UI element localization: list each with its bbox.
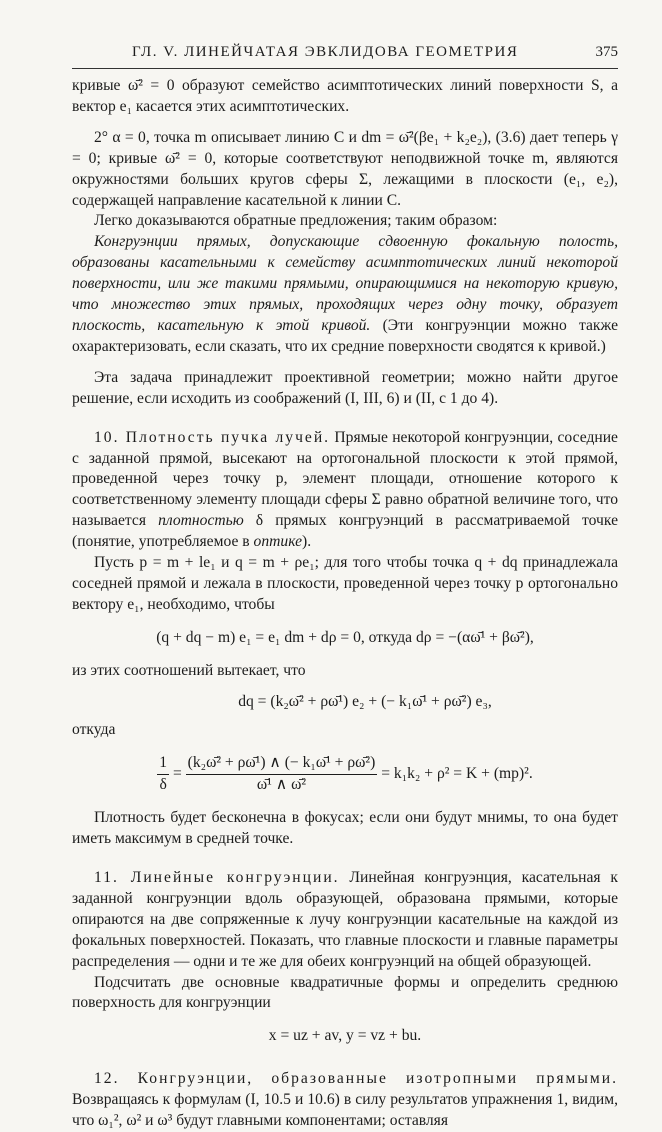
numerator: (k₂ω̄² + ρω̄¹) ∧ (− k₁ω̄¹ + ρω̄²)	[186, 753, 378, 775]
section-heading: 10. Плотность пучка лучей.	[94, 428, 331, 446]
numerator: 1	[157, 753, 169, 775]
formula: (q + dq − m) e₁ = e₁ dm + dρ = 0, откуда dρ = −(αω̄¹ + βω̄²),	[156, 628, 534, 646]
formula: dq = (k₂ω̄² + ρω̄¹) e₂ + (− k₁ω̄¹ + ρω̄²) e₃,	[238, 692, 492, 710]
paragraph: Подсчитать две основные квадратичные формы и определить среднюю поверхность для конгруэнции	[72, 973, 618, 1012]
paragraph: кривые ω̄² = 0 образуют семейство асимптотических линий поверхности S, а вектор e₁ касается этих асимптотических.	[72, 77, 618, 115]
running-title: ГЛ. V. ЛИНЕЙЧАТАЯ ЭВКЛИДОВА ГЕОМЕТРИЯ	[132, 44, 519, 60]
section-text: Возвращаясь к формулам (I, 10.5 и 10.6) в силу результатов упражнения 1, видим, что ω₁², ω² и ω³ будут главными компонентами; оставляя	[72, 1091, 618, 1130]
paragraph: Эта задача принадлежит проективной геометрии; можно найти другое решение, если исходить из соображений (I, III, 6) и (II, с 1 до 4).	[72, 368, 618, 407]
paragraph: Легко доказываются обратные предложения; таким образом:	[94, 212, 498, 230]
page-body	[72, 76, 618, 1132]
term: оптике	[253, 533, 303, 551]
section-text: Прямые некоторой конгруэнции, соседние с заданной прямой, высекают на ортогональной плоскости к этой прямой, проведенной через точку p, элемент площади, отношение которого к соответственному элементу площади сферы Σ равно обратной величине того, что называется	[72, 428, 618, 530]
section-text: δ прямых конгруэнций в рассматриваемой точке (понятие, употребляемое в	[72, 512, 619, 551]
theorem-remark: (Эти конгруэнции можно также охарактеризовать, если сказать, что их средние поверхности сводятся к кривой.)	[72, 316, 618, 355]
page-number: 375	[595, 44, 618, 60]
theorem-statement: Конгруэнции прямых, допускающие сдвоенную фокальную полость, образованы касательными к семейству асимптотических линий некоторой поверхности, или же такими прямыми, опирающимися на некоторую кривую, что множество этих прямых, проходящих через одну точку, образует плоскость, касательную к этой кривой.	[72, 233, 618, 334]
section-10	[72, 428, 618, 553]
formula: x = uz + av, y = vz + bu.	[268, 1027, 422, 1045]
formula-rhs: = k₁k₂ + ρ² = K + (mp)².	[381, 765, 533, 783]
theorem-paragraph	[72, 232, 618, 357]
fraction	[186, 753, 378, 796]
denominator: δ	[159, 776, 167, 794]
section-11	[72, 868, 618, 973]
fraction	[157, 753, 169, 796]
formula-density: $\frac{1}{\delta}$ = $\frac{\text{(k₂ω̄² + ρω̄¹) ∧ (− k₁ω̄¹ + ρω̄²)}}{\text{ω̄¹ ∧ ω̄²}}$ = k₁k₂ + ρ² = K + (mp)².	[72, 753, 618, 796]
term: плотностью	[158, 512, 244, 530]
paragraph: из этих соотношений вытекает, что	[72, 661, 306, 679]
section-heading: 12. Конгруэнции, образованные изотропными прямыми.	[94, 1070, 618, 1088]
running-header	[72, 40, 618, 69]
paragraph: 2° α = 0, точка m описывает линию C и dm = ω̄²(βe₁ + k₂e₂), (3.6) дает теперь γ = 0; кривые ω̄² = 0, которые соответствуют неподвижной точке m, являются окружностями больших кругов сферы Σ, лежащими в плоскости (e₁, e₂), содержащей направление касательной к линии C.	[72, 128, 618, 209]
paragraph: откуда	[72, 721, 116, 739]
section-text: Линейная конгруэнция, касательная к заданной конгруэнции вдоль образующей, образована прямыми, которые опираются на две сопряженные к лучу конгруэнции касательные на каждой из фокальных поверхностей. Показать, что главные плоскости и главные параметры распределения — одни и те же для обеих конгруэнций на общей образующей.	[72, 869, 618, 970]
denominator: ω̄¹ ∧ ω̄²	[256, 776, 307, 794]
section-12	[72, 1069, 618, 1132]
section-heading: 11. Линейные конгруэнции.	[94, 869, 340, 886]
section-text: ).	[302, 533, 312, 551]
paragraph: Плотность будет бесконечна в фокусах; если они будут мнимы, то она будет иметь максимум в средней точке.	[72, 809, 618, 848]
paragraph: Пусть p = m + le₁ и q = m + ρe₁; для того чтобы точка q + dq принадлежала соседней прямой и лежала в плоскости, проведенной через точку p ортогонально вектору e₁, необходимо, чтобы	[72, 554, 618, 613]
